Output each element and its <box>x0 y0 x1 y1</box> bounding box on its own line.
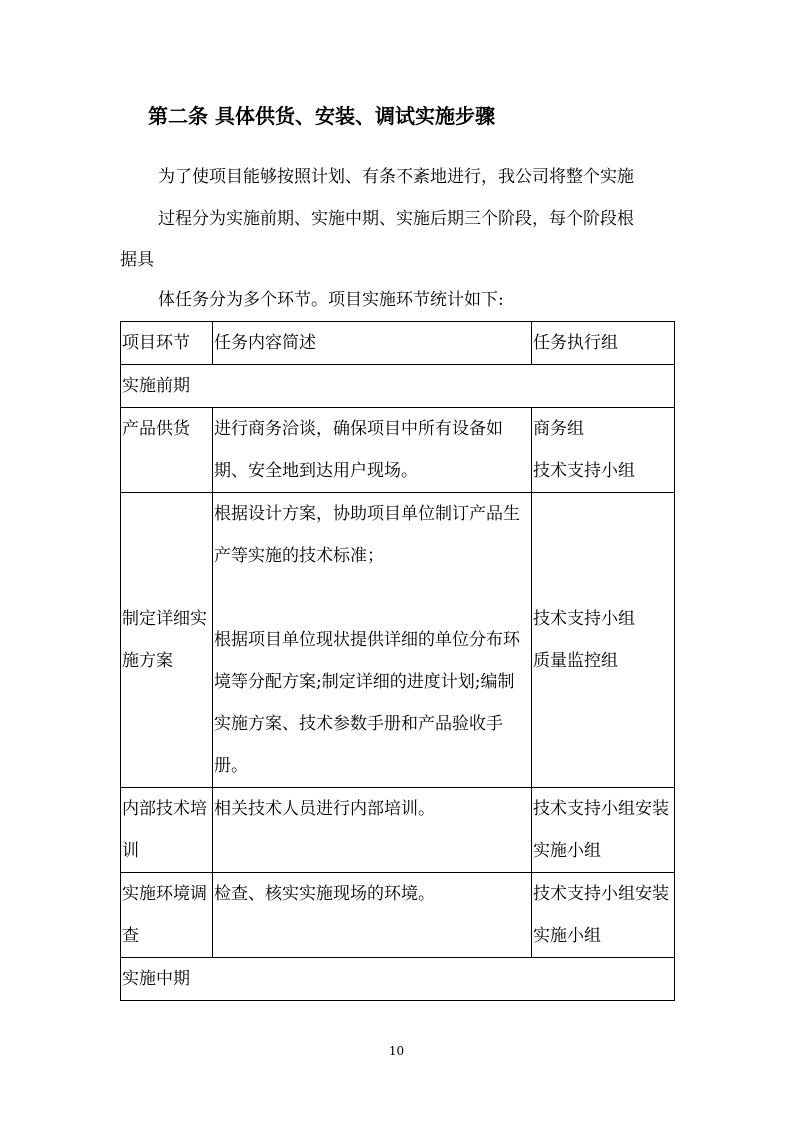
intro-line: 为了使项目能够按照计划、有条不紊地进行，我公司将整个实施 <box>158 167 634 187</box>
table-row <box>121 408 675 493</box>
table-row <box>121 493 675 788</box>
stage-label: 实施环境调查 <box>122 884 207 946</box>
header-cell-tasks <box>213 322 532 365</box>
stage-cell <box>121 788 213 873</box>
table-row <box>121 873 675 958</box>
phase-label: 实施中期 <box>122 969 190 989</box>
stage-cell <box>121 408 213 493</box>
task-text: 根据项目单位现状提供详细的单位分布环境等分配方案;制定详细的进度计划;编制实施方案、技术参数手册和产品验收手册。 <box>214 630 520 776</box>
phase-row <box>121 365 675 408</box>
table-header-row <box>121 322 675 365</box>
phase-row <box>121 958 675 1001</box>
phase-label: 实施前期 <box>122 376 190 396</box>
group-cell <box>532 788 675 873</box>
task-text: 根据设计方案，协助项目单位制订产品生产等实施的技术标准； <box>214 504 520 566</box>
group-label: 技术支持小组安装实施小组 <box>533 884 669 946</box>
stage-cell <box>121 493 213 788</box>
stage-label: 制定详细实施方案 <box>122 609 207 671</box>
stage-label: 内部技术培训 <box>122 799 207 861</box>
intro-line: 据具 <box>120 250 154 270</box>
task-cell <box>213 493 532 788</box>
intro-line: 体任务分为多个环节。项目实施环节统计如下: <box>158 290 504 310</box>
group-cell <box>532 873 675 958</box>
group-cell <box>532 408 675 493</box>
stage-cell <box>121 873 213 958</box>
group-label: 技术支持小组 <box>533 461 635 481</box>
task-text: 检查、核实实施现场的环境。 <box>214 884 435 904</box>
header-cell-groups <box>532 322 675 365</box>
phase-cell <box>121 958 675 1001</box>
stage-label: 产品供货 <box>122 419 190 439</box>
intro-paragraph <box>0 0 793 320</box>
task-text: 进行商务洽谈，确保项目中所有设备如期、安全地到达用户现场。 <box>214 419 503 481</box>
task-spacer <box>214 577 530 619</box>
group-label: 技术支持小组 <box>533 609 635 629</box>
task-cell <box>213 788 532 873</box>
group-label: 商务组 <box>533 419 584 439</box>
group-cell <box>532 493 675 788</box>
table-row <box>121 788 675 873</box>
phase-cell <box>121 365 675 408</box>
task-cell <box>213 873 532 958</box>
intro-line: 过程分为实施前期、实施中期、实施后期三个阶段，每个阶段根 <box>158 209 634 229</box>
implementation-table <box>120 321 675 1001</box>
section-heading: 第二条 具体供货、安装、调试实施步骤 <box>148 104 495 128</box>
header-cell-stage <box>121 322 213 365</box>
task-text: 相关技术人员进行内部培训。 <box>214 799 435 819</box>
group-label: 技术支持小组安装实施小组 <box>533 799 669 861</box>
header-label: 项目环节 <box>122 333 190 353</box>
header-label: 任务执行组 <box>533 333 618 353</box>
group-label: 质量监控组 <box>533 651 618 671</box>
page-number: 10 <box>388 1044 405 1058</box>
task-cell <box>213 408 532 493</box>
header-label: 任务内容简述 <box>214 333 316 353</box>
